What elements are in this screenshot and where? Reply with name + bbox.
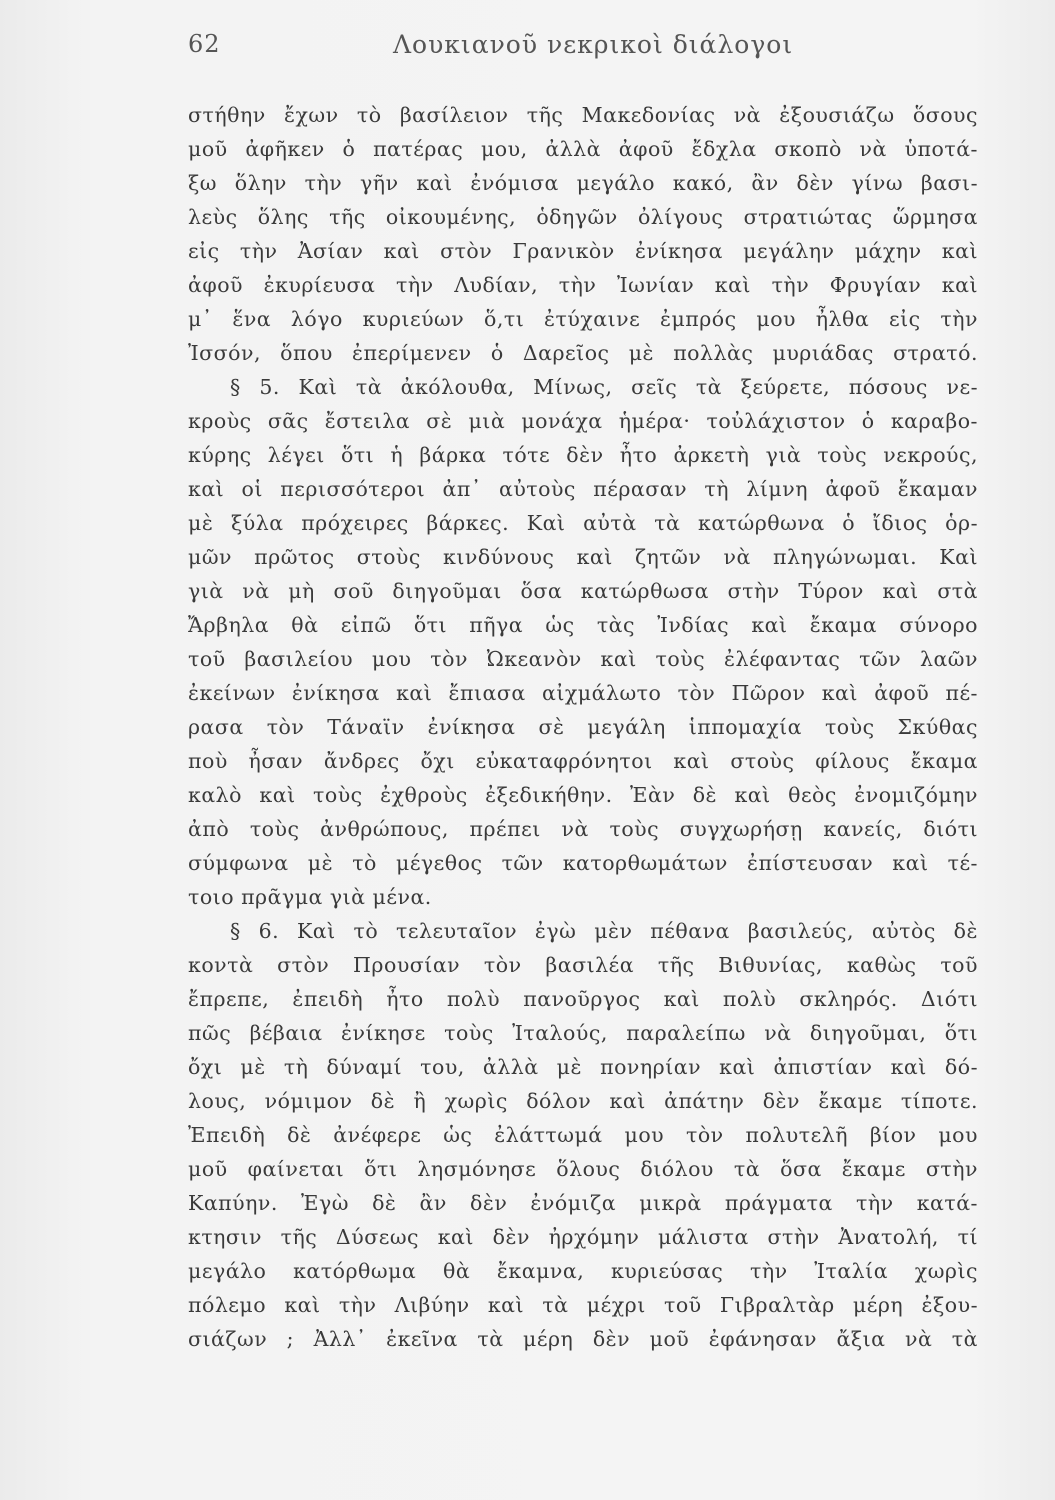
text-line: ἀπὸ τοὺς ἀνθρώπους, πρέπει νὰ τοὺς συγχωρήσῃ κανείς, διότι [188,817,978,841]
text-line: μῶν πρῶτος στοὺς κινδύνους καὶ ζητῶν νὰ πληγώνωμαι. Καὶ [188,545,978,569]
text-line: σιάζων ; Ἀλλ᾽ ἐκεῖνα τὰ μέρη δὲν μοῦ ἐφάνησαν ἄξια νὰ τὰ [188,1327,978,1351]
text-line: ξω ὅλην τὴν γῆν καὶ ἐνόμισα μεγάλο κακό, ἂν δὲν γίνω βασι- [188,171,978,195]
running-title: Λουκιανοῦ νεκρικοὶ διάλογοι [393,30,794,59]
text-line: λους, νόμιμον δὲ ἢ χωρὶς δόλον καὶ ἀπάτην δὲν ἔκαμε τίποτε. [188,1089,978,1113]
text-line: ἐκείνων ἐνίκησα καὶ ἔπιασα αἰχμάλωτο τὸν Πῶρον καὶ ἀφοῦ πέ- [188,681,978,705]
body-text [188,98,978,1356]
text-line: τοιο πρᾶγμα γιὰ μένα. [188,885,432,909]
text-line: Ἰσσόν, ὅπου ἐπερίμενεν ὁ Δαρεῖος μὲ πολλὰς μυριάδας στρατό. [188,341,978,365]
text-line: κύρης λέγει ὅτι ἡ βάρκα τότε δὲν ἦτο ἀρκετὴ γιὰ τοὺς νεκρούς, [188,443,978,467]
text-line: ποὺ ἦσαν ἄνδρες ὄχι εὐκαταφρόνητοι καὶ στοὺς φίλους ἔκαμα [188,749,978,773]
text-line: κοντὰ στὸν Προυσίαν τὸν βασιλέα τῆς Βιθυνίας, καθὼς τοῦ [188,953,978,977]
page-header [188,30,978,66]
text-line: ρασα τὸν Τάναϊν ἐνίκησα σὲ μεγάλη ἱππομαχία τοὺς Σκύθας [188,715,978,739]
text-line: μ᾽ ἕνα λόγο κυριεύων ὅ,τι ἐτύχαινε ἐμπρός μου ἦλθα εἰς τὴν [188,307,978,331]
text-line: ἔπρεπε, ἐπειδὴ ἦτο πολὺ πανοῦργος καὶ πολὺ σκληρός. Διότι [188,987,978,1011]
text-line: Καπύην. Ἐγὼ δὲ ἂν δὲν ἐνόμιζα μικρὰ πράγματα τὴν κατά- [188,1191,978,1215]
text-line: γιὰ νὰ μὴ σοῦ διηγοῦμαι ὅσα κατώρθωσα στὴν Τύρον καὶ στὰ [188,579,978,603]
text-line: καλὸ καὶ τοὺς ἐχθροὺς ἐξεδικήθην. Ἐὰν δὲ καὶ θεὸς ἐνομιζόμην [188,783,978,807]
text-line: πόλεμο καὶ τὴν Λιβύην καὶ τὰ μέχρι τοῦ Γιβραλτὰρ μέρη ἐξου- [188,1293,978,1317]
text-line: μοῦ φαίνεται ὅτι λησμόνησε ὅλους διόλου τὰ ὅσα ἔκαμε στὴν [188,1157,978,1181]
text-line: λεὺς ὅλης τῆς οἰκουμένης, ὁδηγῶν ὀλίγους στρατιώτας ὥρμησα [188,205,978,229]
text-line: σύμφωνα μὲ τὸ μέγεθος τῶν κατορθωμάτων ἐπίστευσαν καὶ τέ- [188,851,978,875]
text-line: μὲ ξύλα πρόχειρες βάρκες. Καὶ αὐτὰ τὰ κατώρθωνα ὁ ἴδιος ὁρ- [188,511,978,535]
text-line: § 5. Καὶ τὰ ἀκόλουθα, Μίνως, σεῖς τὰ ξεύρετε, πόσους νε- [230,375,978,399]
text-line: κτησιν τῆς Δύσεως καὶ δὲν ἠρχόμην μάλιστα στὴν Ἀνατολή, τί [188,1225,978,1249]
page-number: 62 [188,30,221,58]
text-line: τοῦ βασιλείου μου τὸν Ὠκεανὸν καὶ τοὺς ἐλέφαντας τῶν λαῶν [188,647,978,671]
text-line: πῶς βέβαια ἐνίκησε τοὺς Ἰταλούς, παραλείπω νὰ διηγοῦμαι, ὅτι [188,1021,978,1045]
text-line: κροὺς σᾶς ἔστειλα σὲ μιὰ μονάχα ἡμέρα· τοὐλάχιστον ὁ καραβο- [188,409,978,433]
text-line: στήθην ἔχων τὸ βασίλειον τῆς Μακεδονίας νὰ ἐξουσιάζω ὅσους [188,103,978,127]
text-line: Ἄρβηλα θὰ εἰπῶ ὅτι πῆγα ὡς τὰς Ἰνδίας καὶ ἔκαμα σύνορο [188,613,978,637]
text-line: ἀφοῦ ἐκυρίευσα τὴν Λυδίαν, τὴν Ἰωνίαν καὶ τὴν Φρυγίαν καὶ [188,273,978,297]
text-line: εἰς τὴν Ἀσίαν καὶ στὸν Γρανικὸν ἐνίκησα μεγάλην μάχην καὶ [188,239,978,263]
text-line: καὶ οἱ περισσότεροι ἀπ᾽ αὐτοὺς πέρασαν τὴ λίμνη ἀφοῦ ἔκαμαν [188,477,978,501]
text-line: μοῦ ἀφῆκεν ὁ πατέρας μου, ἀλλὰ ἀφοῦ ἔδχλα σκοπὸ νὰ ὑποτά- [188,137,978,161]
text-line: μεγάλο κατόρθωμα θὰ ἔκαμνα, κυριεύσας τὴν Ἰταλία χωρὶς [188,1259,978,1283]
text-line: ὄχι μὲ τὴ δύναμί του, ἀλλὰ μὲ πονηρίαν καὶ ἀπιστίαν καὶ δό- [188,1055,978,1079]
text-line: Ἐπειδὴ δὲ ἀνέφερε ὡς ἐλάττωμά μου τὸν πολυτελῆ βίον μου [188,1123,978,1147]
text-line: § 6. Καὶ τὸ τελευταῖον ἐγὼ μὲν πέθανα βασιλεύς, αὐτὸς δὲ [230,919,978,943]
